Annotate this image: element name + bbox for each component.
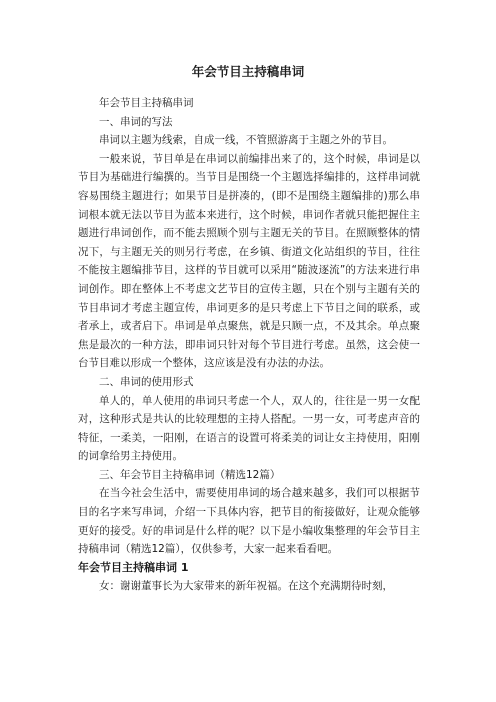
document-body [78,94,420,596]
body-paragraph: 一般来说，节目单是在串词以前编排出来了的，这个时候，串词是以节目为基础进行编撰的。当节目是围绕一个主题选择编排的，这样串词就容易围绕主题进行；如果节目是拼凑的，(即不是围绕主题编排的)那么串词根本就无法以节目为蓝本来进行，这个时候，串词作者就只能把握住主题进行串词创作，而不能去照顾个别与主题无关的节目。在照顾整体的情况下，与主题无关的则另行考虑，在乡镇、街道文化站组织的节目，往往不能按主题编排节目，这样的节目就可以采用“随波逐流”的方法来进行串词创作。即在整体上不考虑文艺节目的宣传主题，只在个别与主题有关的节目串词才考虑主题宣传，串词更多的是只考虑上下节目之间的联系，或者承上，或者启下。串词是单点聚焦，就是只顾一点，不及其余。单点聚焦是最次的一种方法，即串词只针对每个节目进行考虑。虽然，这会使一台节目难以形成一个整体，这应该是没有办法的办法。 [78,152,420,370]
body-paragraph: 年会节目主持稿串词 [99,97,194,109]
subsection-heading: 年会节目主持稿串词 1 [78,560,189,574]
document-title: 年会节目主持稿串词 [191,64,305,79]
section-heading: 二、串词的使用形式 [99,375,194,388]
body-paragraph: 在当今社会生活中，需要使用串词的场合越来越多，我们可以根据节目的名字来写串词，介绍一下具体内容，把节目的衔接做好，让观众能够更好的接受。好的串词是什么样的呢？以下是小编收集整理的年会节目主持稿串词（精选12篇），仅供参考，大家一起来看看吧。 [78,487,420,556]
body-paragraph: 串词以主题为线索，自成一线，不管照游离于主题之外的节目。 [99,134,393,147]
section-heading: 一、串词的写法 [99,115,173,128]
body-paragraph: 女：谢谢董事长为大家带来的新年祝福。在这个充满期待时刻， [99,580,393,593]
body-paragraph: 单人的，单人使用的串词只考虑一个人，双人的，往往是一男一女配对，这种形式是共认的比较理想的主持人搭配。一男一女，可考虑声音的特征，一柔美，一阳刚，在语言的设置可将柔美的词让女主持使用，阳刚的词拿给男主持使用。 [78,394,420,463]
section-heading: 三、年会节目主持稿串词（精选12篇） [99,468,281,481]
